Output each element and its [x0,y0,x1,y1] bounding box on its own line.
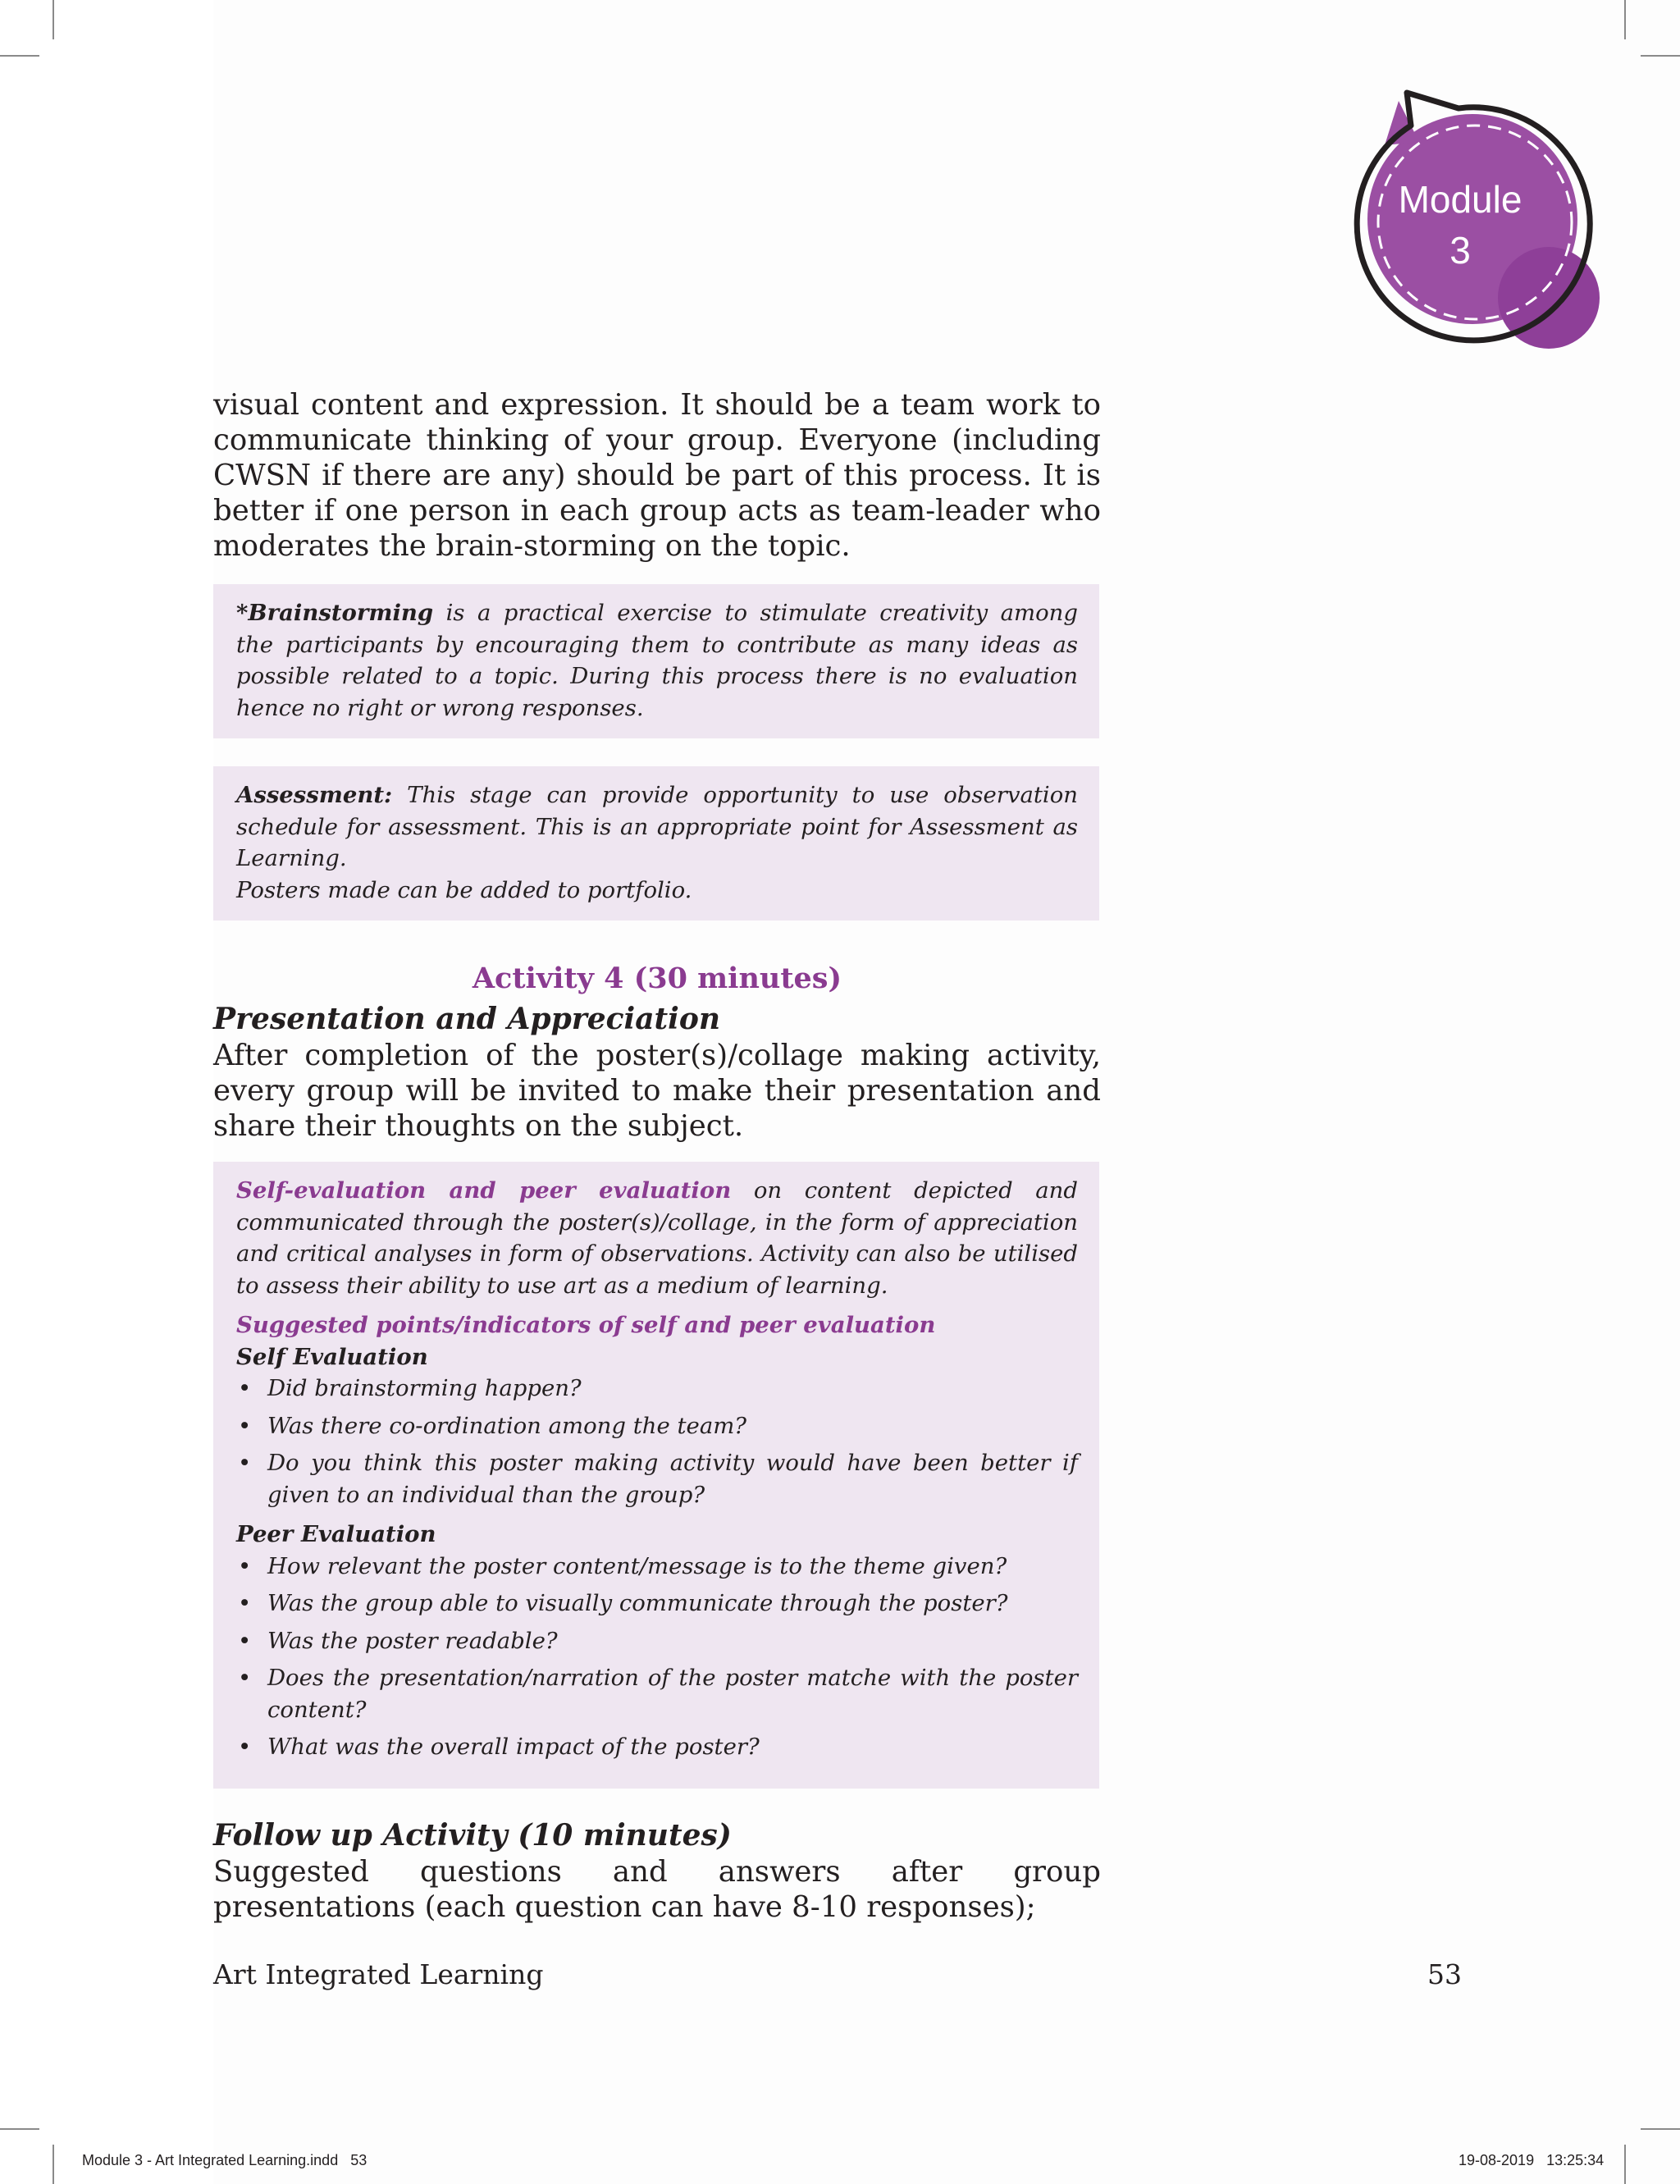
self-evaluation-heading: Self Evaluation [236,1343,428,1370]
trim-mark-bottom-left-v [52,2145,54,2184]
trim-mark-bottom-right-v [1624,2145,1626,2184]
suggested-points-heading: Suggested points/indicators of self and peer evaluation [236,1312,936,1338]
page-number: 53 [1427,1958,1462,1990]
peer-evaluation-list [236,1551,1078,1763]
evaluation-term: Self-evaluation and peer evaluation [236,1177,732,1204]
module-badge-label [1333,174,1587,276]
list-item: • What was the overall impact of the poster? [236,1731,1078,1763]
list-item: • Was there co-ordination among the team? [236,1410,1078,1442]
activity-section [213,1000,1101,1144]
list-item: • How relevant the poster content/message is to the theme given? [236,1551,1078,1583]
peer-evaluation-heading: Peer Evaluation [236,1521,436,1547]
intro-section [213,387,1101,564]
brainstorming-note-box [213,584,1099,738]
brainstorming-text: is a practical exercise to stimulate creativity among the participants by encouraging them to contribute as many ideas as possible related to a topic. During this process there is no evaluation hence no right or wrong responses. [236,600,1078,721]
slug-file-name: Module 3 - Art Integrated Learning.indd 53 [82,2152,368,2168]
trim-mark-top-left-h [0,55,39,57]
activity-subtitle: Presentation and Appreciation [213,1002,721,1036]
follow-up-title: Follow up Activity (10 minutes) [213,1818,732,1853]
assessment-note [236,779,1078,875]
module-number: 3 [1449,229,1471,272]
evaluation-intro [236,1175,1078,1301]
trim-mark-bottom-left-h [0,2128,39,2130]
trim-mark-top-right-h [1641,55,1680,57]
assessment-portfolio-note: Posters made can be added to portfolio. [236,876,692,903]
list-item: • Do you think this poster making activity would have been better if given to an individual than the group? [236,1447,1078,1510]
list-item: • Did brainstorming happen? [236,1373,1078,1405]
slug-datetime: 19-08-2019 13:25:34 [1459,2152,1605,2168]
list-item: • Was the poster readable? [236,1625,1078,1657]
follow-up-section [213,1816,1101,1925]
trim-mark-top-right-v [1624,0,1626,39]
assessment-note-box [213,766,1099,921]
assessment-text: This stage can provide opportunity to use observation schedule for assessment. This is an appropriate point for Assessment as Learning. [236,782,1078,871]
intro-paragraph: visual content and expression. It should be a team work to communicate thinking of your group. Everyone (including CWSN if there are any) should be part of this process. It is better if one person in each group acts as team-leader who moderates the brain-storming on the topic. [213,388,1101,563]
footer-book-title: Art Integrated Learning [213,1958,544,1990]
brainstorming-note [236,597,1078,724]
list-item: • Was the group able to visually communicate through the poster? [236,1588,1078,1620]
activity-paragraph: After completion of the poster(s)/collage making activity, every group will be invited to make their presentation and share their thoughts on the subject. [213,1039,1101,1143]
evaluation-box [213,1162,1099,1789]
list-item: • Does the presentation/narration of the poster matche with the poster content? [236,1662,1078,1725]
self-evaluation-list [236,1373,1078,1510]
module-label: Module [1398,178,1522,221]
evaluation-text: on content depicted and communicated through the poster(s)/collage, in the form of appreciation and critical analyses in form of observations. Activity can also be utilised to assess their ability to use art as a medium of learning. [236,1177,1078,1299]
trim-mark-bottom-right-h [1641,2128,1680,2130]
activity-title: Activity 4 (30 minutes) [472,962,842,995]
follow-up-paragraph: Suggested questions and answers after group presentations (each question can have 8-10 responses); [213,1855,1101,1924]
brainstorming-term: *Brainstorming [236,600,434,626]
assessment-term: Assessment: [236,782,393,808]
trim-mark-top-left-v [52,0,54,39]
